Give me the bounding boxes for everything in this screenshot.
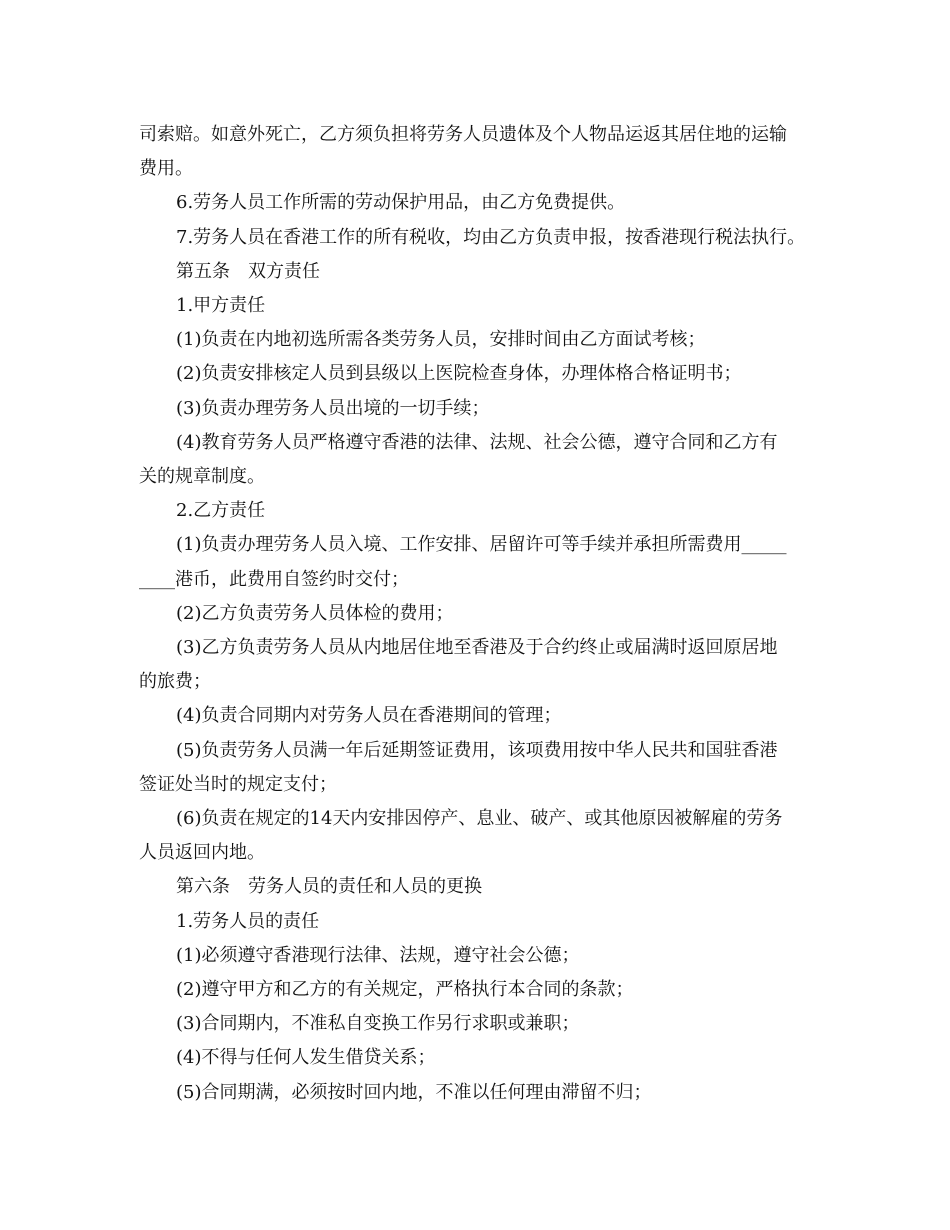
paragraph-line: (2)遵守甲方和乙方的有关规定，严格执行本合同的条款；	[176, 979, 634, 1001]
paragraph-line: (1)负责在内地初选所需各类劳务人员，安排时间由乙方面试考核；	[176, 329, 706, 351]
document-body	[139, 118, 819, 1110]
paragraph-line: (4)教育劳务人员严格遵守香港的法律、法规、社会公德，遵守合同和乙方有	[176, 431, 778, 453]
paragraph-line: (6)负责在规定的14天内安排因停产、息业、破产、或其他原因被解雇的劳务	[176, 808, 783, 830]
paragraph-line: ____港币，此费用自签约时交付；	[139, 568, 409, 590]
paragraph-line: 人员返回内地。	[139, 842, 265, 864]
paragraph-line: 关的规章制度。	[139, 466, 265, 488]
paragraph-line: 7.劳务人员在香港工作的所有税收，均由乙方负责申报，按香港现行税法执行。	[176, 226, 806, 248]
paragraph-line: (3)乙方负责劳务人员从内地居住地至香港及于合约终止或届满时返回原居地	[176, 637, 778, 659]
subsection-heading: 2.乙方责任	[176, 500, 266, 522]
paragraph-line: (1)必须遵守香港现行法律、法规，遵守社会公德；	[176, 944, 580, 966]
paragraph-line: 费用。	[139, 158, 193, 180]
paragraph-line: (5)合同期满，必须按时回内地，不准以任何理由滞留不归；	[176, 1081, 652, 1103]
section-heading: 第六条 劳务人员的责任和人员的更换	[176, 876, 482, 898]
subsection-heading: 1.劳务人员的责任	[176, 910, 320, 932]
section-heading: 第五条 双方责任	[176, 260, 320, 282]
paragraph-line: 的旅费；	[139, 671, 211, 693]
paragraph-line: (1)负责办理劳务人员入境、工作安排、居留许可等手续并承担所需费用_____	[176, 534, 787, 556]
paragraph-line: 6.劳务人员工作所需的劳动保护用品，由乙方免费提供。	[176, 192, 626, 214]
paragraph-line: 司索赔。如意外死亡，乙方须负担将劳务人员遗体及个人物品运返其居住地的运输	[139, 124, 787, 145]
paragraph-line: (2)负责安排核定人员到县级以上医院检查身体，办理体格合格证明书；	[176, 363, 742, 385]
paragraph-line: 签证处当时的规定支付；	[139, 773, 337, 795]
paragraph-line: (4)不得与任何人发生借贷关系；	[176, 1047, 436, 1069]
paragraph-line: (5)负责劳务人员满一年后延期签证费用，该项费用按中华人民共和国驻香港	[176, 739, 778, 761]
paragraph-line: (4)负责合同期内对劳务人员在香港期间的管理；	[176, 705, 562, 727]
paragraph-line: (3)合同期内，不准私自变换工作另行求职或兼职；	[176, 1013, 580, 1035]
paragraph-line: (2)乙方负责劳务人员体检的费用；	[176, 602, 454, 624]
subsection-heading: 1.甲方责任	[176, 295, 266, 317]
paragraph-line: (3)负责办理劳务人员出境的一切手续；	[176, 397, 490, 419]
